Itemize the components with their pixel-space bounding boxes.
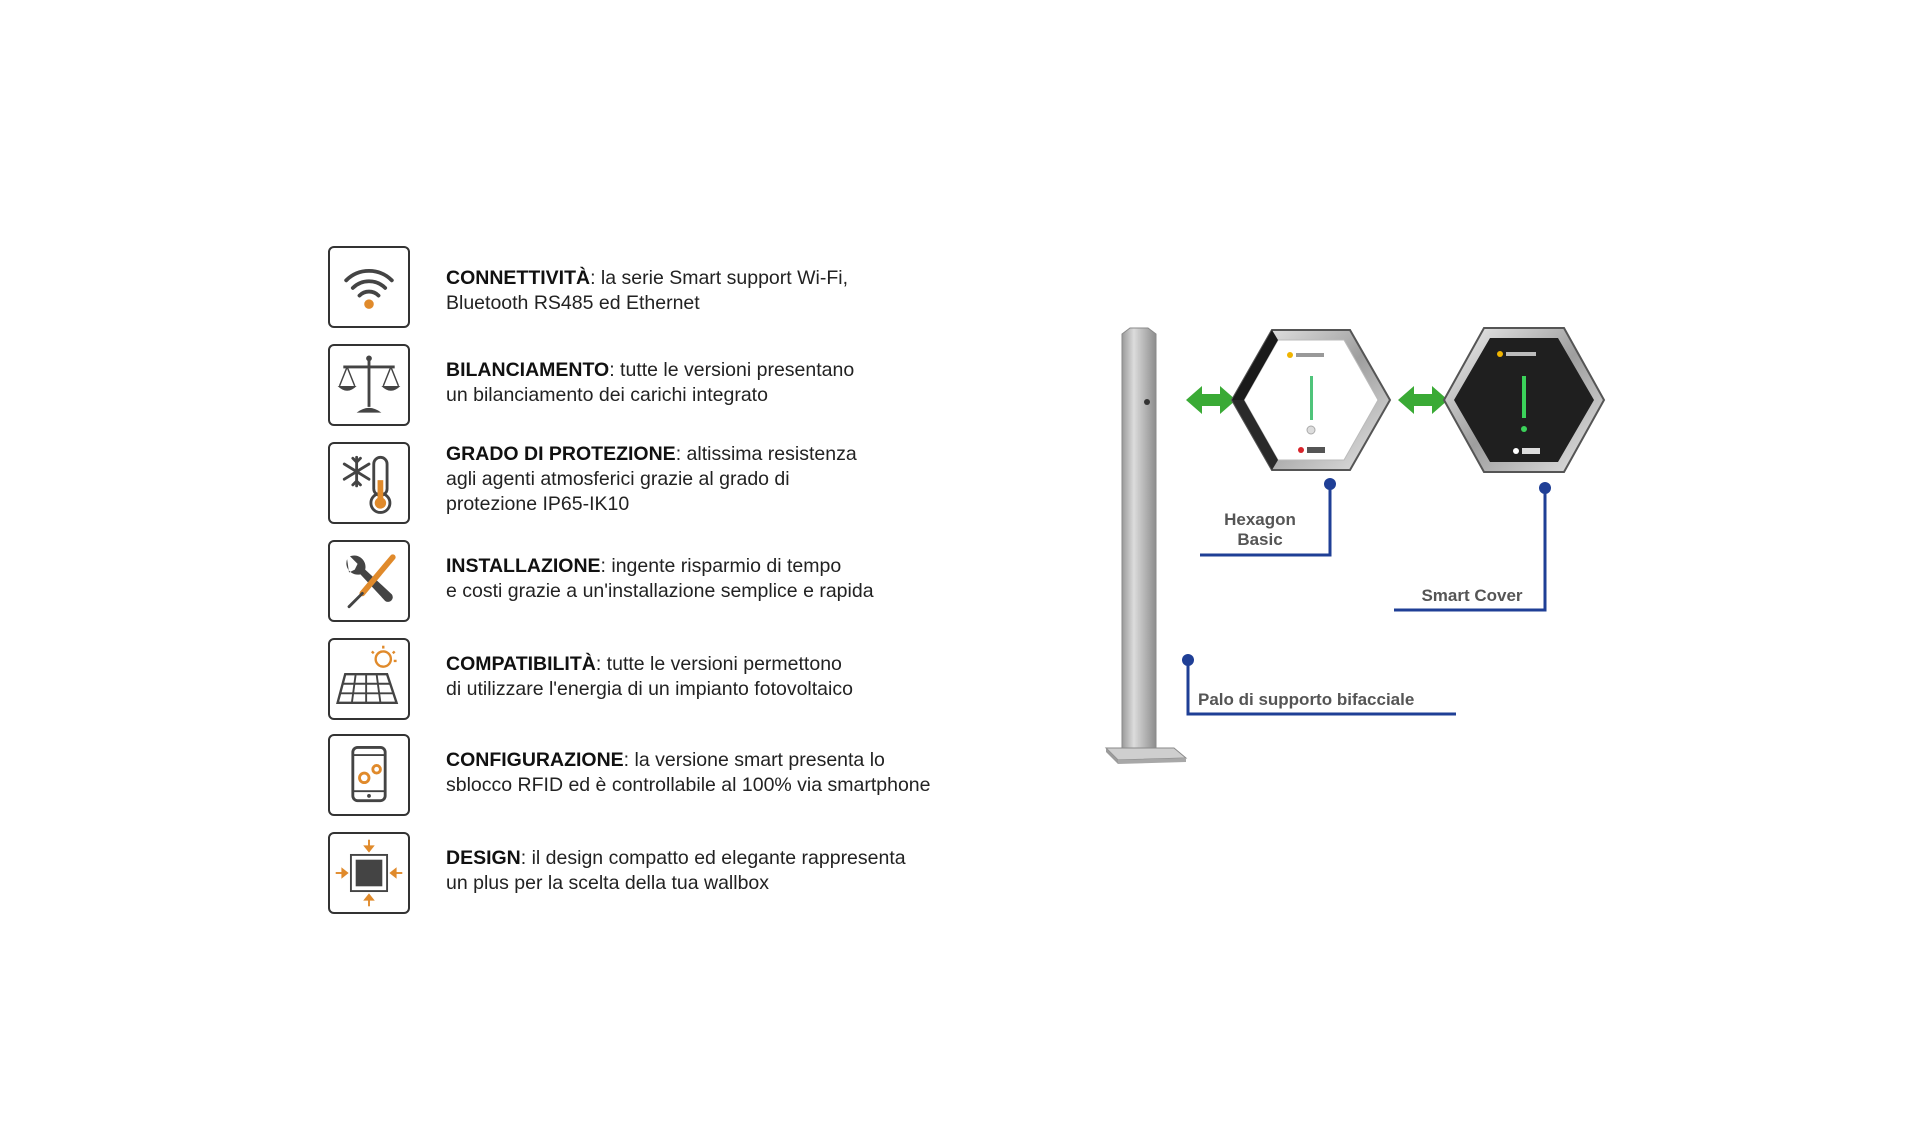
feature-title: CONNETTIVITÀ [446,267,591,289]
pole-label: Palo di supporto bifacciale [1198,690,1415,709]
product-diagram [1090,300,1650,770]
solar-panel-icon [328,638,410,720]
feature-text: GRADO DI PROTEZIONE: altissima resistenza agli agenti atmosferici grazie al grado di protezione IP65-IK10 [446,443,857,515]
support-pole [1106,328,1186,764]
double-arrow-icon [1398,386,1448,414]
hexagon-basic-label: Hexagon Basic [1224,510,1296,549]
compact-design-icon [328,832,410,914]
double-arrow-icon [1186,386,1236,414]
feature-title: INSTALLAZIONE [446,555,601,577]
smart-cover-wallbox [1444,328,1604,472]
feature-title: BILANCIAMENTO [446,359,610,381]
tools-icon [328,540,410,622]
feature-title: GRADO DI PROTEZIONE [446,443,676,465]
smartphone-settings-icon [328,734,410,816]
balance-scale-icon [328,344,410,426]
wifi-icon [328,246,410,328]
feature-text: DESIGN: il design compatto ed elegante rappresenta un plus per la scelta della tua wallbox [446,847,906,894]
feature-title: DESIGN [446,847,521,869]
feature-text: BILANCIAMENTO: tutte le versioni presentano un bilanciamento dei carichi integrato [446,359,855,406]
smart-cover-label: Smart Cover [1421,586,1523,605]
feature-text: CONFIGURAZIONE: la versione smart presenta lo sblocco RFID ed è controllabile al 100% via smartphone [446,749,931,796]
feature-text: CONNETTIVITÀ: la serie Smart support Wi-Fi, Bluetooth RS485 ed Ethernet [446,267,848,314]
feature-title: COMPATIBILITÀ [446,653,596,675]
weather-protection-icon [328,442,410,524]
feature-text: INSTALLAZIONE: ingente risparmio di tempo e costi grazie a un'installazione semplice e rapida [446,555,874,602]
hexagon-basic-wallbox [1232,330,1390,470]
feature-title: CONFIGURAZIONE [446,749,624,771]
feature-text: COMPATIBILITÀ: tutte le versioni permettono di utilizzare l'energia di un impianto fotovoltaico [446,653,853,700]
